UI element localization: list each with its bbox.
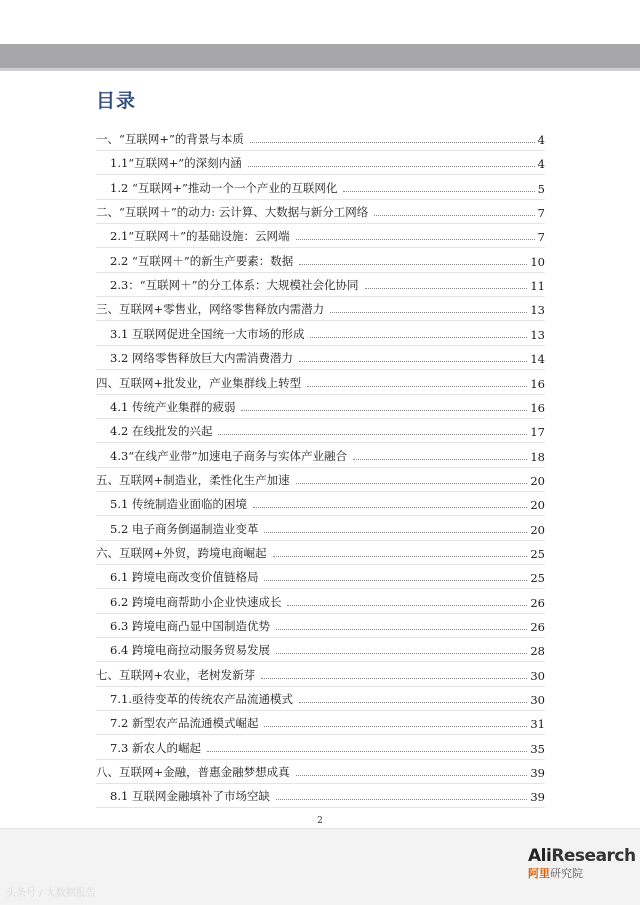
toc-dot-leader: [343, 190, 534, 192]
toc-entry-page: 5: [537, 182, 545, 196]
toc-entry-label: 1.1“互联网+”的深刻内涵: [110, 155, 245, 171]
toc-entry-page: 35: [530, 742, 545, 756]
toc-entry-label: 一、“互联网+”的背景与本质: [96, 131, 247, 147]
toc-entry-label: 三、互联网+零售业，网络零售释放内需潜力: [96, 301, 327, 317]
toc-entry-label: 2.2 “互联网＋”的新生产要素：数据: [110, 253, 296, 269]
toc-dot-leader: [264, 725, 527, 727]
toc-entry-page: 20: [530, 498, 545, 512]
toc-entry-label: 7.3 新农人的崛起: [110, 740, 204, 756]
toc-entry-label: 5.2 电子商务倒逼制造业变革: [110, 521, 261, 537]
toc-entry-page: 7: [537, 230, 545, 244]
toc-row-divider: [96, 783, 545, 784]
toc-entry-label: 七、互联网+农业，老树发新芽: [96, 667, 258, 683]
logo-wordmark: [528, 846, 638, 866]
aliresearch-logo: [528, 846, 638, 886]
toc-entry-label: 4.3“在线产业带”加速电子商务与实体产业融合: [110, 448, 350, 464]
toc-section-entry[interactable]: [110, 446, 545, 464]
toc-entry-label: 5.1 传统制造业面临的困境: [110, 496, 250, 512]
toc-row-divider: [96, 272, 545, 273]
toc-entry-label: 6.4 跨境电商拉动服务贸易发展: [110, 642, 273, 658]
toc-dot-leader: [287, 604, 527, 606]
toc-entry-page: 28: [530, 644, 545, 658]
toc-entry-label: 四、互联网+批发业，产业集群线上转型: [96, 375, 304, 391]
toc-dot-leader: [276, 652, 527, 654]
toc-entry-label: 八、互联网+金融，普惠金融梦想成真: [96, 764, 293, 780]
logo-chinese-ali: 阿里: [528, 867, 550, 880]
toc-dot-leader: [365, 287, 528, 289]
toc-entry-label: 4.1 传统产业集群的疲弱: [110, 399, 238, 415]
toc-entry-page: 25: [530, 571, 545, 585]
toc-section-entry[interactable]: [110, 519, 545, 537]
toc-entry-page: 10: [530, 255, 545, 269]
toc-entry-page: 13: [530, 328, 545, 342]
toc-entry-label: 3.2 网络零售释放巨大内需消费潜力: [110, 350, 296, 366]
toc-entry-label: 2.1“互联网＋”的基础设施：云网端: [110, 228, 293, 244]
toc-section-entry[interactable]: [110, 689, 545, 707]
logo-ali: Ali: [528, 846, 552, 866]
watermark: 头条号 / 大数据报告: [6, 888, 96, 899]
toc-entry-label: 6.3 跨境电商凸显中国制造优势: [110, 618, 273, 634]
toc-row-divider: [96, 320, 545, 321]
toc-entry-page: 30: [530, 693, 545, 707]
toc-dot-leader: [310, 336, 527, 338]
toc-section-entry[interactable]: [110, 275, 545, 293]
toc-dot-leader: [241, 409, 527, 411]
toc-section-entry[interactable]: [110, 616, 545, 634]
toc-dot-leader: [299, 263, 527, 265]
page-title: 目录: [96, 90, 137, 112]
toc-row-divider: [96, 734, 545, 735]
toc-entry-label: 2.3：“互联网＋”的分工体系：大规模社会化协同: [110, 277, 362, 293]
toc-entry-page: 18: [530, 450, 545, 464]
toc-row-divider: [96, 418, 545, 419]
toc-entry-label: 六、互联网+外贸，跨境电商崛起: [96, 545, 270, 561]
toc-entry-page: 26: [530, 596, 545, 610]
header-divider: [0, 68, 640, 71]
toc-row-divider: [96, 369, 545, 370]
toc-dot-leader: [307, 385, 527, 387]
toc-entry-page: 26: [530, 620, 545, 634]
toc-row-divider: [96, 223, 545, 224]
toc-dot-leader: [273, 555, 528, 557]
toc-section-entry[interactable]: [110, 178, 545, 196]
toc-dot-leader: [296, 238, 535, 240]
toc-dot-leader: [207, 750, 527, 752]
toc-row-divider: [96, 467, 545, 468]
toc-chapter-entry[interactable]: [96, 470, 545, 488]
toc-chapter-entry[interactable]: [96, 665, 545, 683]
toc-entry-label: 8.1 互联网金融填补了市场空缺: [110, 788, 273, 804]
toc-entry-page: 4: [537, 157, 545, 171]
toc-dot-leader: [276, 798, 527, 800]
toc-entry-page: 13: [530, 303, 545, 317]
toc-section-entry[interactable]: [110, 786, 545, 804]
toc-dot-leader: [250, 141, 535, 143]
toc-section-entry[interactable]: [110, 592, 545, 610]
toc-entry-label: 6.1 跨境电商改变价值链格局: [110, 569, 261, 585]
toc-section-entry[interactable]: [110, 226, 545, 244]
toc-chapter-entry[interactable]: [96, 129, 545, 147]
toc-entry-page: 16: [530, 401, 545, 415]
logo-chinese-institute: 研究院: [550, 867, 583, 880]
toc-row-divider: [96, 515, 545, 516]
toc-row-divider: [96, 540, 545, 541]
toc-row-divider: [96, 807, 545, 808]
toc-section-entry[interactable]: [110, 713, 545, 731]
page-number: 2: [317, 816, 323, 826]
toc-row-divider: [96, 174, 545, 175]
toc-dot-leader: [264, 531, 527, 533]
toc-entry-page: 4: [537, 133, 545, 147]
toc-chapter-entry[interactable]: [96, 202, 545, 220]
toc-section-entry[interactable]: [110, 567, 545, 585]
toc-row-divider: [96, 247, 545, 248]
toc-entry-label: 7.1.亟待变革的传统农产品流通模式: [110, 691, 296, 707]
toc-row-divider: [96, 296, 545, 297]
toc-entry-page: 20: [530, 523, 545, 537]
toc-entry-page: 20: [530, 474, 545, 488]
top-margin: [0, 0, 640, 44]
toc-section-entry[interactable]: [110, 348, 545, 366]
toc-entry-label: 4.2 在线批发的兴起: [110, 423, 215, 439]
toc-dot-leader: [296, 774, 528, 776]
toc-chapter-entry[interactable]: [96, 299, 545, 317]
toc-row-divider: [96, 199, 545, 200]
toc-chapter-entry[interactable]: [96, 543, 545, 561]
toc-dot-leader: [218, 433, 527, 435]
toc-entry-page: 11: [530, 279, 545, 293]
toc-dot-leader: [299, 360, 527, 362]
toc-dot-leader: [299, 701, 527, 703]
toc-section-entry[interactable]: [110, 324, 545, 342]
toc-section-entry[interactable]: [110, 640, 545, 658]
toc-row-divider: [96, 637, 545, 638]
toc-entry-label: 7.2 新型农产品流通模式崛起: [110, 715, 261, 731]
toc-chapter-entry[interactable]: [96, 762, 545, 780]
toc-entry-page: 30: [530, 669, 545, 683]
toc-entry-page: 7: [537, 206, 545, 220]
toc-section-entry[interactable]: [110, 421, 545, 439]
toc-dot-leader: [248, 165, 535, 167]
toc-chapter-entry[interactable]: [96, 373, 545, 391]
toc-section-entry[interactable]: [110, 397, 545, 415]
toc-dot-leader: [296, 482, 528, 484]
toc-row-divider: [96, 686, 545, 687]
toc-entry-label: 6.2 跨境电商帮助小企业快速成长: [110, 594, 284, 610]
toc-section-entry[interactable]: [110, 494, 545, 512]
toc-entry-page: 14: [530, 352, 545, 366]
toc-row-divider: [96, 345, 545, 346]
toc-row-divider: [96, 491, 545, 492]
toc-section-entry[interactable]: [110, 153, 545, 171]
toc-row-divider: [96, 759, 545, 760]
toc-dot-leader: [261, 677, 527, 679]
toc-entry-page: 16: [530, 377, 545, 391]
toc-row-divider: [96, 661, 545, 662]
toc-entry-label: 五、互联网+制造业，柔性化生产加速: [96, 472, 293, 488]
logo-research: Research: [551, 846, 636, 866]
toc-section-entry[interactable]: [110, 251, 545, 269]
header-bar: [0, 44, 640, 68]
toc-entry-page: 39: [530, 766, 545, 780]
toc-dot-leader: [374, 214, 534, 216]
toc-row-divider: [96, 150, 545, 151]
toc-dot-leader: [276, 628, 527, 630]
logo-chinese: [528, 865, 638, 881]
toc-entry-label: 二、“互联网＋”的动力: 云计算、大数据与新分工网络: [96, 204, 371, 220]
toc-entry-label: 1.2 “互联网+”推动一个一个产业的互联网化: [110, 180, 340, 196]
toc-dot-leader: [253, 506, 527, 508]
toc-row-divider: [96, 710, 545, 711]
toc-row-divider: [96, 442, 545, 443]
toc-entry-page: 31: [530, 717, 545, 731]
toc-row-divider: [96, 394, 545, 395]
toc-dot-leader: [330, 311, 527, 313]
toc-entry-label: 3.1 互联网促进全国统一大市场的形成: [110, 326, 307, 342]
toc-row-divider: [96, 564, 545, 565]
toc-entry-page: 25: [530, 547, 545, 561]
toc-entry-page: 39: [530, 790, 545, 804]
toc-section-entry[interactable]: [110, 738, 545, 756]
toc-dot-leader: [353, 458, 527, 460]
toc-entry-page: 17: [530, 425, 545, 439]
toc-row-divider: [96, 588, 545, 589]
toc-dot-leader: [264, 579, 527, 581]
toc-row-divider: [96, 613, 545, 614]
